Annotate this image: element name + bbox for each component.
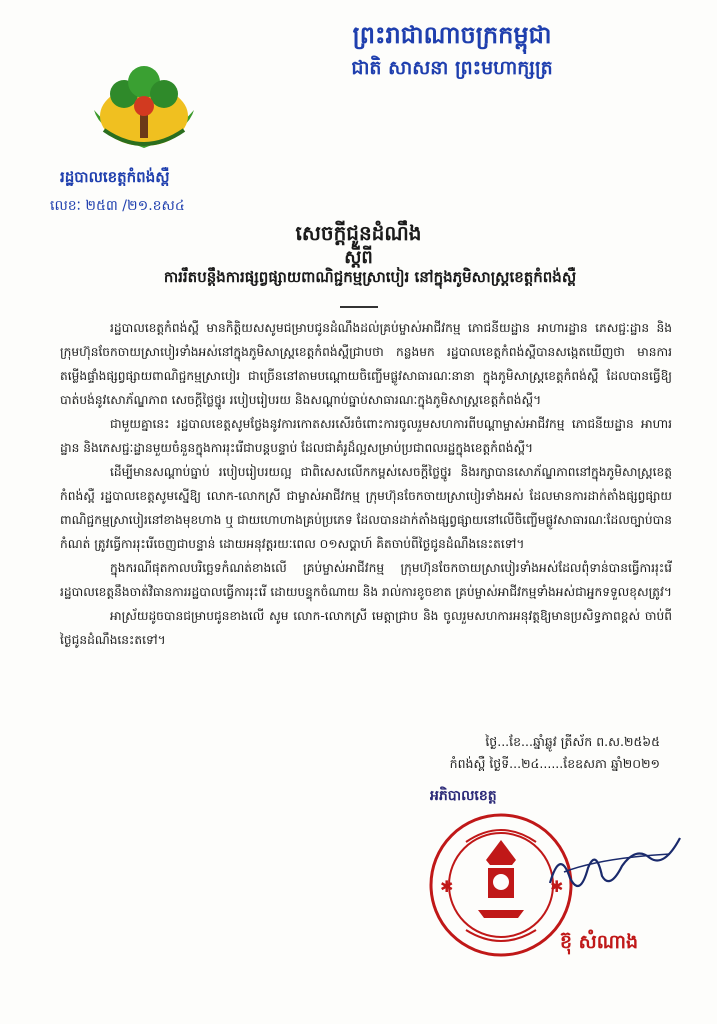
title-divider xyxy=(340,306,378,308)
kingdom-header: ព្រះរាជាណាចក្រកម្ពុជា xyxy=(352,21,552,49)
notice-body xyxy=(60,316,672,652)
subject-line: ការរឹតបន្តឹងការផ្សព្វផ្សាយពាណិជ្ជកម្មស្រាបៀរ នៅក្នុងភូមិសាស្ត្រខេត្តកំពង់ស្ពឺ xyxy=(163,268,577,286)
paragraph: ដើម្បីមានសណ្ដាប់ធ្នាប់ របៀបរៀបរយល្អ ជាពិសេសលើកកម្ពស់សេចក្ដីថ្លៃថ្នូរ និងរក្សាបានសោភ័ណ្ឌភាពនៅក្នុងភូមិសាស្ត្រខេត្តកំពង់ស្ពឺ រដ្ឋបាលខេត្តសូមស្នើឱ្យ លោក-លោកស្រី ជាម្ចាស់អាជីវកម្ម ក្រុមហ៊ុនចែកចាយស្រាបៀរទាំងអស់ ដែលមានការដាក់តាំងផ្សព្វផ្សាយពាណិជ្ជកម្មស្រាបៀរនៅខាងមុខហាង ឬ ជាយហោហាងគ្រប់ប្រភេទ ដែលបានដាក់តាំងផ្សព្វផ្សាយនៅលើចិញ្ចើមផ្លូវសាធារណៈដែលច្បាប់បានកំណត់ ត្រូវធ្វើការរុះរើចេញជាបន្ទាន់ ដោយអនុវត្តរយៈពេល ០១សប្ដាហ៍ គិតចាប់ពីថ្ងៃជូនដំណឹងនេះតទៅ។ xyxy=(60,465,672,551)
reference-number: លេខៈ ២៥៣ /២១.ខស៤ xyxy=(50,198,185,214)
signatory-name: ខ៊ុ សំណាង xyxy=(560,931,639,953)
signatory-title: អភិបាលខេត្ត xyxy=(430,788,497,804)
svg-text:✱: ✱ xyxy=(440,877,454,896)
motto-header: ជាតិ សាសនា ព្រះមហាក្សត្រ xyxy=(351,57,553,79)
paragraph: រដ្ឋបាលខេត្តកំពង់ស្ពឺ មានកិត្តិយសសូមជម្រាបជូនដំណឹងដល់គ្រប់ម្ចាស់អាជីវកម្ម ភោជនីយដ្ឋាន អាហារដ្ឋាន ភេសជ្ជៈដ្ឋាន និងក្រុមហ៊ុនចែកចាយស្រាបៀរទាំងអស់នៅក្នុងភូមិសាស្ត្រខេត្តកំពង់ស្ពឺជ្រាបថា កន្លងមក រដ្ឋបាលខេត្តកំពង់ស្ពឺបានសង្កេតឃើញថា មានការតម្លើងផ្ទាំងផ្សព្វផ្សាយពាណិជ្ជកម្មស្រាបៀរ ជាច្រើននៅតាមបណ្ដោយចិញ្ចើមផ្លូវសាធារណៈនានា ក្នុងភូមិសាស្ត្រខេត្តកំពង់ស្ពឺ ដែលបានធ្វើឱ្យបាត់បង់នូវសោភ័ណ្ឌភាព សេចក្ដីថ្លៃថ្នូរ របៀបរៀបរយ និងសណ្ដាប់ធ្នាប់សាធារណៈក្នុងភូមិសាស្ត្រខេត្តកំពង់ស្ពឺ។ xyxy=(60,321,672,407)
paragraph: ក្នុងករណីផុតកាលបរិច្ឆេទកំណត់ខាងលើ គ្រប់ម្ចាស់អាជីវកម្ម ក្រុមហ៊ុនចែកចាយស្រាបៀរទាំងអស់ដែលពុំទាន់បានធ្វើការរុះរើ រដ្ឋបាលខេត្តនឹងចាត់វិធានការរដ្ឋបាលធ្វើការរុះរើ ដោយបន្ទុកចំណាយ និង រាល់ការខូចខាត គ្រប់ម្ចាស់អាជីវកម្មទាំងអស់ជាអ្នកទទួលខុសត្រូវ។ xyxy=(60,561,672,599)
signature xyxy=(540,828,690,898)
notice-title: សេចក្ដីជូនដំណឹង xyxy=(295,221,422,245)
svg-text:✱: ✱ xyxy=(550,877,564,896)
paragraph: អាស្រ័យដូចបានជម្រាបជូនខាងលើ សូម លោក-លោកស្រី មេត្តាជ្រាប និង ចូលរួមសហការអនុវត្តឱ្យមានប្រសិទ្ធភាពខ្ពស់ ចាប់ពីថ្ងៃជូនដំណឹងនេះតទៅ។ xyxy=(60,609,672,647)
solar-date: កំពង់ស្ពឺ ថ្ងៃទី...២៤......ខែឧសភា ឆ្នាំ២០២១ xyxy=(449,756,660,771)
paragraph: ជាមួយគ្នានេះ រដ្ឋបាលខេត្តសូមថ្លែងនូវការកោតសរសើរចំពោះការចូលរួមសហការពីបណ្ដាម្ចាស់អាជីវកម្ម ភោជនីយដ្ឋាន អាហារដ្ឋាន និងភេសជ្ជៈដ្ឋានមួយចំនួនក្នុងការរុះរើជាបន្តបន្ទាប់ ដែលជាគំរូដ៏ល្អសម្រាប់ប្រជាពលរដ្ឋក្នុងខេត្តកំពង់ស្ពឺ។ xyxy=(60,417,672,455)
provincial-logo xyxy=(84,60,204,168)
subject-label: ស្ដីពី xyxy=(344,247,373,268)
lunar-date: ថ្ងៃ...ខែ...ឆ្នាំឆ្លូវ ត្រីស័ក ព.ស.២៥៦៥ xyxy=(485,734,660,749)
administration-name: រដ្ឋបាលខេត្តកំពង់ស្ពឺ xyxy=(60,168,170,186)
